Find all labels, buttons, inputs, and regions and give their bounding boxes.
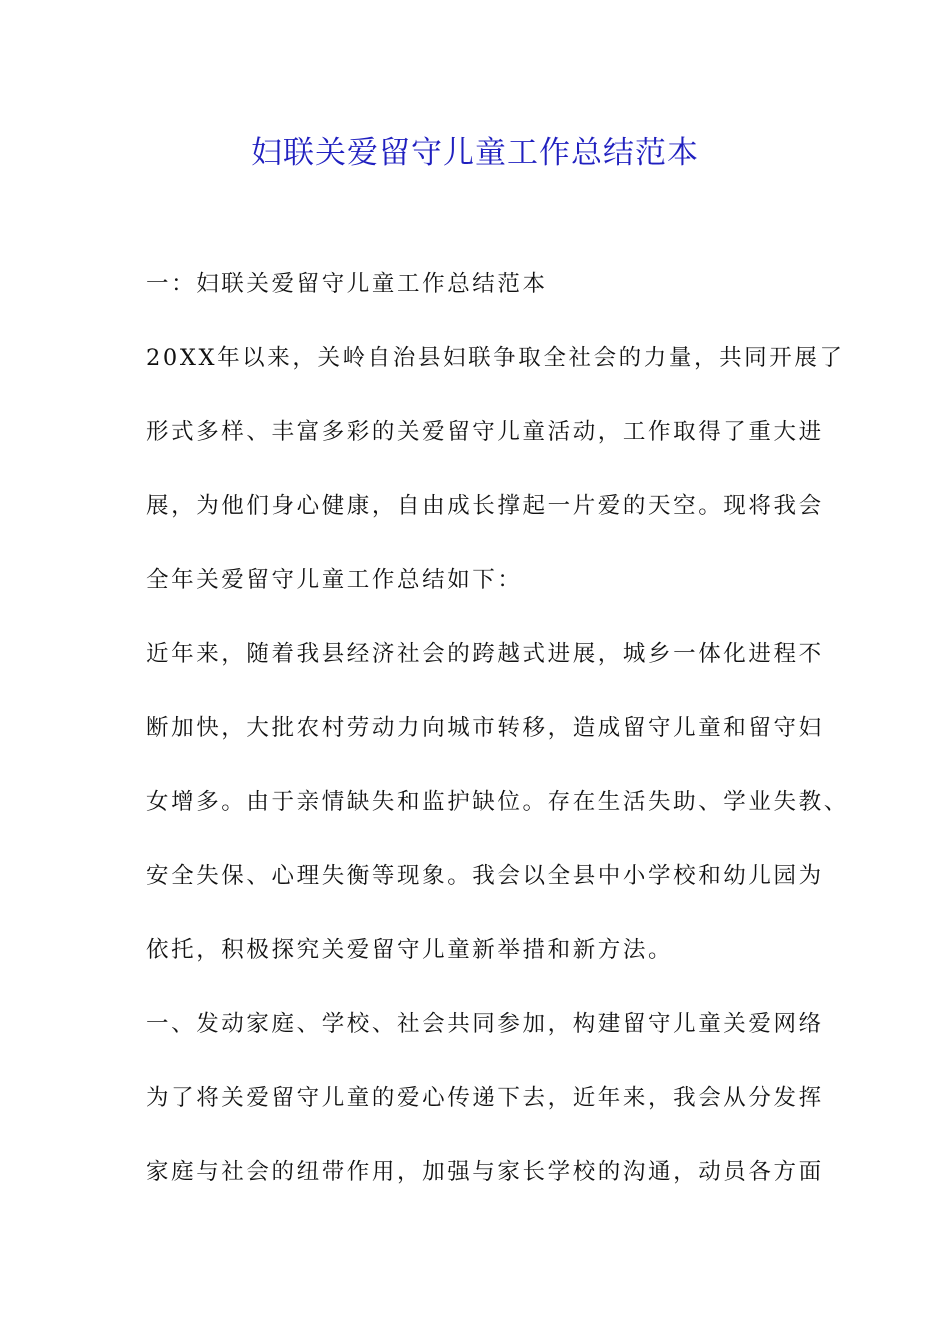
paragraph-line: 近年来，随着我县经济社会的跨越式进展，城乡一体化进程不: [146, 641, 824, 667]
document-body: [146, 262, 849, 1224]
paragraph-line: 展，为他们身心健康，自由成长撑起一片爱的天空。现将我会: [146, 493, 824, 519]
paragraph-line: 为了将关爱留守儿童的爱心传递下去，近年来，我会从分发挥: [146, 1085, 824, 1111]
document-title: 妇联关爱留守儿童工作总结范本: [251, 135, 699, 171]
paragraph-line: 全年关爱留守儿童工作总结如下：: [146, 567, 523, 593]
paragraph-line: 安全失保、心理失衡等现象。我会以全县中小学校和幼儿园为: [146, 863, 824, 889]
section-heading: 一、发动家庭、学校、社会共同参加，构建留守儿童关爱网络: [146, 1011, 824, 1037]
paragraph-line: 依托，积极探究关爱留守儿童新举措和新方法。: [146, 937, 674, 963]
paragraph-line: 20XX年以来，关岭自治县妇联争取全社会的力量，共同开展了: [146, 345, 845, 371]
paragraph-line: 家庭与社会的纽带作用，加强与家长学校的沟通，动员各方面: [146, 1159, 824, 1185]
paragraph-line: 女增多。由于亲情缺失和监护缺位。存在生活失助、学业失教、: [146, 789, 849, 815]
paragraph-line: 一：妇联关爱留守儿童工作总结范本: [146, 271, 548, 297]
paragraph-line: 形式多样、丰富多彩的关爱留守儿童活动，工作取得了重大进: [146, 419, 824, 445]
paragraph-line: 断加快，大批农村劳动力向城市转移，造成留守儿童和留守妇: [146, 715, 824, 741]
